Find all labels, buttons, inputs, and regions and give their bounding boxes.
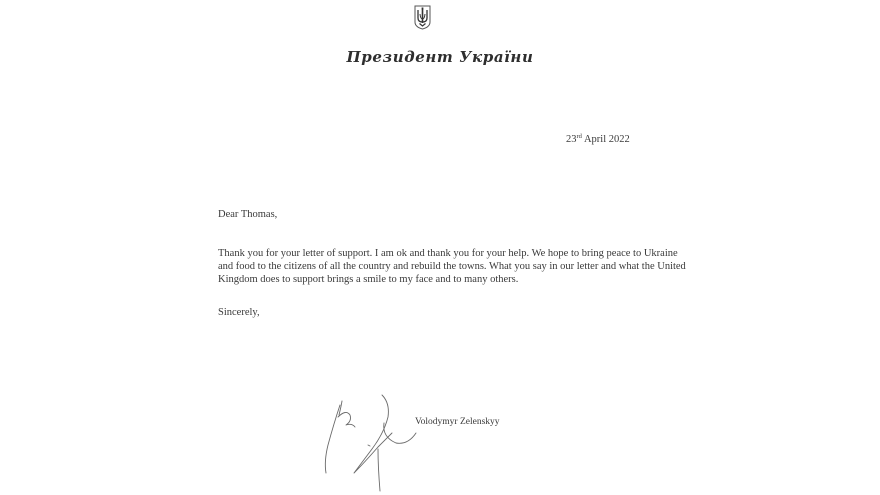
salutation: Dear Thomas, xyxy=(218,209,278,220)
date-month-year: April 2022 xyxy=(581,134,630,145)
handwritten-signature-icon xyxy=(312,393,422,495)
trident-emblem-icon xyxy=(414,5,431,30)
date-suffix: rd xyxy=(576,133,582,140)
signer-name: Volodymyr Zelenskyy xyxy=(415,417,500,427)
letter-body xyxy=(218,247,686,286)
body-line: Thank you for your letter of support. I am ok and thank you for your help. We hope to bring peace to Ukraine xyxy=(218,248,678,259)
date-day: 23 xyxy=(566,134,577,145)
closing: Sincerely, xyxy=(218,307,260,318)
letterhead-title: Президент України xyxy=(346,48,534,66)
letter-date xyxy=(566,134,630,145)
body-line: and food to the citizens of all the country and rebuild the towns. What you say in our letter and what the United xyxy=(218,261,686,272)
body-line: Kingdom does to support brings a smile to my face and to many others. xyxy=(218,274,519,285)
